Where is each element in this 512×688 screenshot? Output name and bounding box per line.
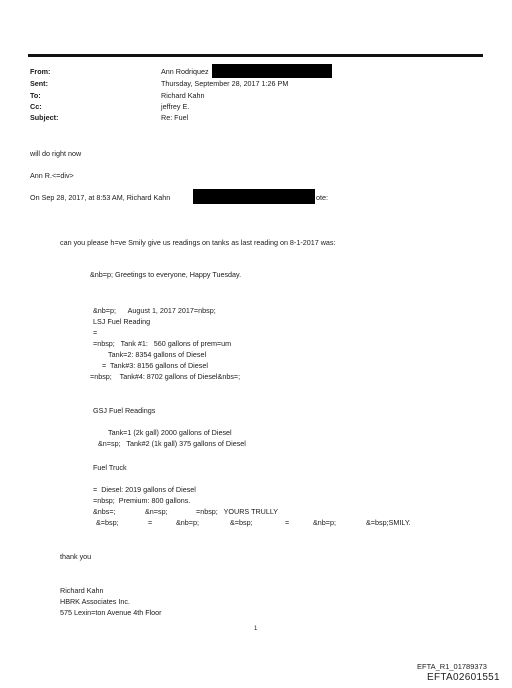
premium-line: =nbsp; Premium: 800 gallons.	[93, 496, 191, 505]
header-rule	[28, 54, 483, 57]
signature-smily: &=bsp;SMILY.	[366, 518, 411, 527]
date-line: &nb=p; August 1, 2017 2017=nbsp;	[93, 306, 216, 315]
spacer-token: &=bsp;	[230, 518, 253, 527]
spacer-token: &nb=p;	[313, 518, 336, 527]
request-line: can you please h=ve Smily give us readings on tanks as last reading on 8-1-2017 was:	[60, 238, 336, 247]
fuel-truck-heading: Fuel Truck	[93, 463, 127, 472]
reply-line: will do right now	[30, 149, 82, 158]
tank-3-line: = Tank#3: 8156 gallons of Diesel	[102, 361, 208, 370]
subject-value: Re: Fuel	[161, 113, 189, 122]
from-value: Ann Rodriquez	[161, 67, 209, 76]
signature-name: Richard Kahn	[60, 586, 104, 595]
spacer-token: &nb=p;	[176, 518, 199, 527]
cc-label: Cc:	[30, 102, 42, 111]
spacer-token: &=bsp;	[96, 518, 119, 527]
signature-company: HBRK Associates Inc.	[60, 597, 130, 606]
subject-label: Subject:	[30, 113, 59, 122]
gsj-tank-1-line: Tank=1 (2k gall) 2000 gallons of Diesel	[108, 428, 232, 437]
to-label: To:	[30, 91, 41, 100]
tank-4-line: =nbsp; Tank#4: 8702 gallons of Diesel&nbs=;	[90, 372, 241, 381]
diesel-line: = Diesel: 2019 gallons of Diesel	[93, 485, 196, 494]
greeting-line: &nb=p; Greetings to everyone, Happy Tuesday.	[90, 270, 242, 279]
lsj-heading: LSJ Fuel Reading	[93, 317, 151, 326]
quote-intro-end: ote:	[316, 193, 328, 202]
sent-label: Sent:	[30, 79, 48, 88]
tank-2-line: Tank=2: 8354 gallons of Diesel	[108, 350, 207, 359]
quote-intro: On Sep 28, 2017, at 8:53 AM, Richard Kahn	[30, 193, 171, 202]
bates-stamp-large: EFTA02601551	[427, 672, 500, 683]
bates-stamp-small: EFTA_R1_01789373	[417, 662, 487, 671]
cc-value: jeffrey E.	[161, 102, 190, 111]
tank-1-line: =nbsp; Tank #1: 560 gallons of prem=um	[93, 339, 232, 348]
spacer-token: &n=sp;	[145, 507, 168, 516]
spacer-token: =	[148, 518, 153, 527]
signature-ann: Ann R.<=div>	[30, 171, 74, 180]
spacer-token: &nbs=;	[93, 507, 116, 516]
page-number: 1	[254, 626, 258, 632]
gsj-heading: GSJ Fuel Readings	[93, 406, 156, 415]
signature-address: 575 Lexin=ton Avenue 4th Floor	[60, 608, 162, 617]
redaction-box	[212, 64, 332, 78]
gsj-tank-2-line: &n=sp; Tank#2 (1k gall) 375 gallons of Diesel	[98, 439, 246, 448]
redaction-box	[193, 189, 315, 204]
thanks-line: thank you	[60, 552, 92, 561]
from-label: From:	[30, 67, 51, 76]
separator-line: =	[93, 328, 98, 337]
closing-yours-truly: =nbsp; YOURS TRULLY	[196, 507, 279, 516]
to-value: Richard Kahn	[161, 91, 205, 100]
sent-value: Thursday, September 28, 2017 1:26 PM	[161, 79, 289, 88]
spacer-token: =	[285, 518, 290, 527]
